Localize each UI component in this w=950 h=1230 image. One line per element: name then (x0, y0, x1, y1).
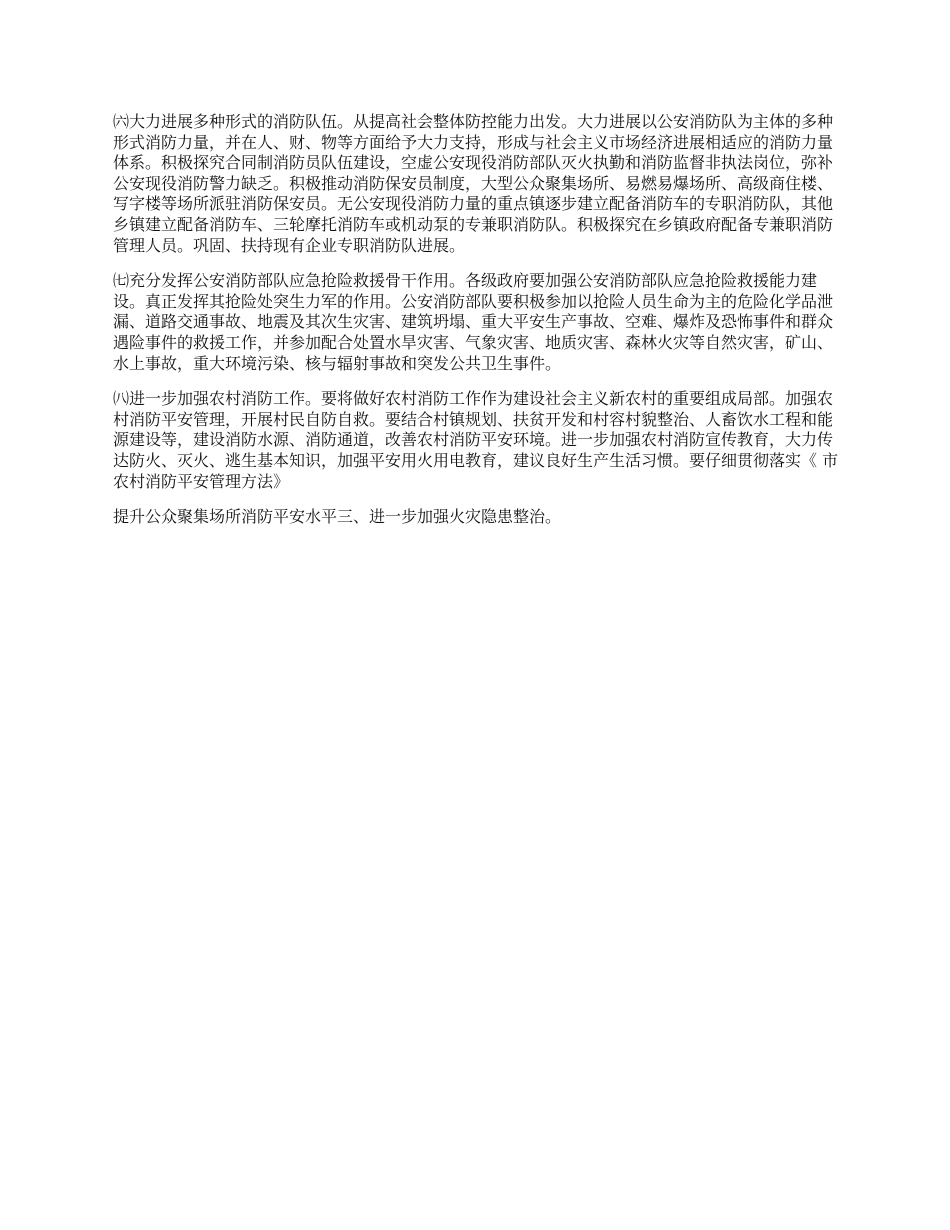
paragraph-public-venues: 提升公众聚集场所消防平安水平三、进一步加强火灾隐患整治。 (113, 507, 562, 527)
paragraph-rural-fire-safety: ㈧进一步加强农村消防工作。要将做好农村消防工作作为建设社会主义新农村的重要组成局部。加强农村消防平安管理，开展村民自防自救。要结合村镇规划、扶贫开发和村容村貌整治、人畜饮水工程和能源建设等，建设消防水源、消防通道，改善农村消防平安环境。进一步加强农村消防宣传教育，大力传达防火、灭火、逃生基本知识，加强平安用火用电教育，建议良好生产生活习惯。要仔细贯彻落实《 市农村消防平安管理方法》 (113, 389, 839, 491)
document-page (113, 112, 841, 528)
paragraph-fire-brigades: ㈥大力进展多种形式的消防队伍。从提高社会整体防控能力出发。大力进展以公安消防队为主体的多种形式消防力量，并在人、财、物等方面给予大力支持，形成与社会主义市场经济进展相适应的消防力量体系。积极探究合同制消防员队伍建设，空虚公安现役消防部队灭火执勤和消防监督非执法岗位，弥补公安现役消防警力缺乏。积极推动消防保安员制度，大型公众聚集场所、易燃易爆场所、高级商住楼、写字楼等场所派驻消防保安员。无公安现役消防力量的重点镇逐步建立配备消防车的专职消防队，其他乡镇建立配备消防车、三轮摩托消防车或机动泵的专兼职消防队。积极探究在乡镇政府配备专兼职消防管理人员。巩固、扶持现有企业专职消防队进展。 (113, 112, 834, 255)
paragraph-emergency-rescue: ㈦充分发挥公安消防部队应急抢险救援骨干作用。各级政府要加强公安消防部队应急抢险救援能力建设。真正发挥其抢险处突生力军的作用。公安消防部队要积极参加以抢险人员生命为主的危险化学品泄漏、道路交通事故、地震及其次生灾害、建筑坍塌、重大平安生产事故、空难、爆炸及恐怖事件和群众遇险事件的救援工作，并参加配合处置水旱灾害、气象灾害、地质灾害、森林火灾等自然灾害，矿山、水上事故，重大环境污染、核与辐射事故和突发公共卫生事件。 (113, 271, 834, 373)
